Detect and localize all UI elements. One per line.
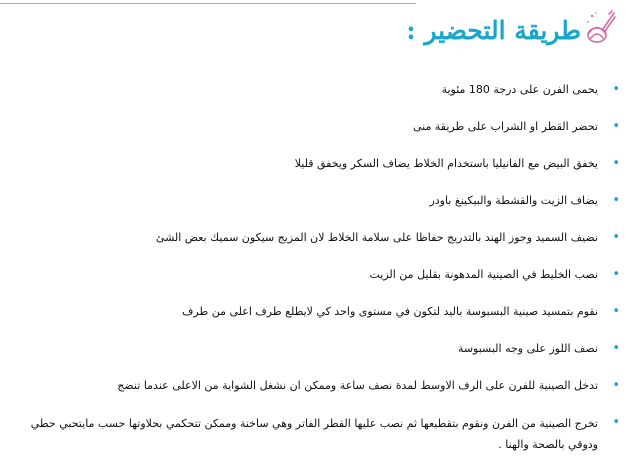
bullet-icon: • xyxy=(612,82,620,97)
bullet-icon: • xyxy=(612,193,620,208)
list-item xyxy=(0,228,627,248)
list-item xyxy=(0,191,627,211)
bullet-icon: • xyxy=(612,378,620,393)
bullet-icon: • xyxy=(612,341,620,356)
steps-list xyxy=(0,80,627,472)
list-item xyxy=(0,413,627,455)
list-item xyxy=(0,302,627,322)
step-text: تحضر القطر او الشراب على طريقة منى xyxy=(413,120,598,133)
step-text: نصب الخليط في الصينية المدهونة بقليل من الزيت xyxy=(369,268,598,281)
top-divider xyxy=(0,3,416,4)
step-text: تدخل الصينية للفرن على الرف الاوسط لمدة نصف ساعة وممكن ان نشغل الشواية من الاعلى عندما تنضج xyxy=(117,379,598,392)
list-item xyxy=(0,339,627,359)
list-item xyxy=(0,117,627,137)
list-item xyxy=(0,265,627,285)
bullet-icon: • xyxy=(612,415,620,430)
list-item xyxy=(0,154,627,174)
list-item xyxy=(0,80,627,100)
step-text: يضاف الزيت والقشطة والبيكينغ باودر xyxy=(429,194,598,207)
whisk-icon xyxy=(583,8,617,48)
step-text: يخفق البيض مع الفانيليا باستخدام الخلاط يضاف السكر ويخفق قليلا xyxy=(294,157,598,170)
step-text: تخرج الصينية من الفرن ونقوم بتقطيعها ثم نصب عليها القطر الفاتر وهي ساخنة وممكن تتحكمي بحلاوتها حسب مايتحبي حطي ودوقي بالصحة والهنا . xyxy=(30,417,598,451)
step-text: نضيف السميد وجوز الهند بالتدريج حفاظا على سلامة الخلاط لان المزيج سيكون سميك بعض الشئ xyxy=(155,231,598,244)
step-text: نصف اللوز على وجه البسبوسة xyxy=(457,342,598,355)
section-header xyxy=(406,8,617,48)
bullet-icon: • xyxy=(612,119,620,134)
step-text: نقوم بتمسيد صينية البسبوسة باليد لتكون في مستوى واحد كي لايطلع طرف اعلى من طرف xyxy=(181,305,598,318)
page-title: طريقة التحضير : xyxy=(406,15,581,45)
step-text: يحمى الفرن على درجة 180 مئوية xyxy=(441,83,598,96)
bullet-icon: • xyxy=(612,267,620,282)
list-item xyxy=(0,376,627,396)
bullet-icon: • xyxy=(612,156,620,171)
bullet-icon: • xyxy=(612,230,620,245)
bullet-icon: • xyxy=(612,304,620,319)
